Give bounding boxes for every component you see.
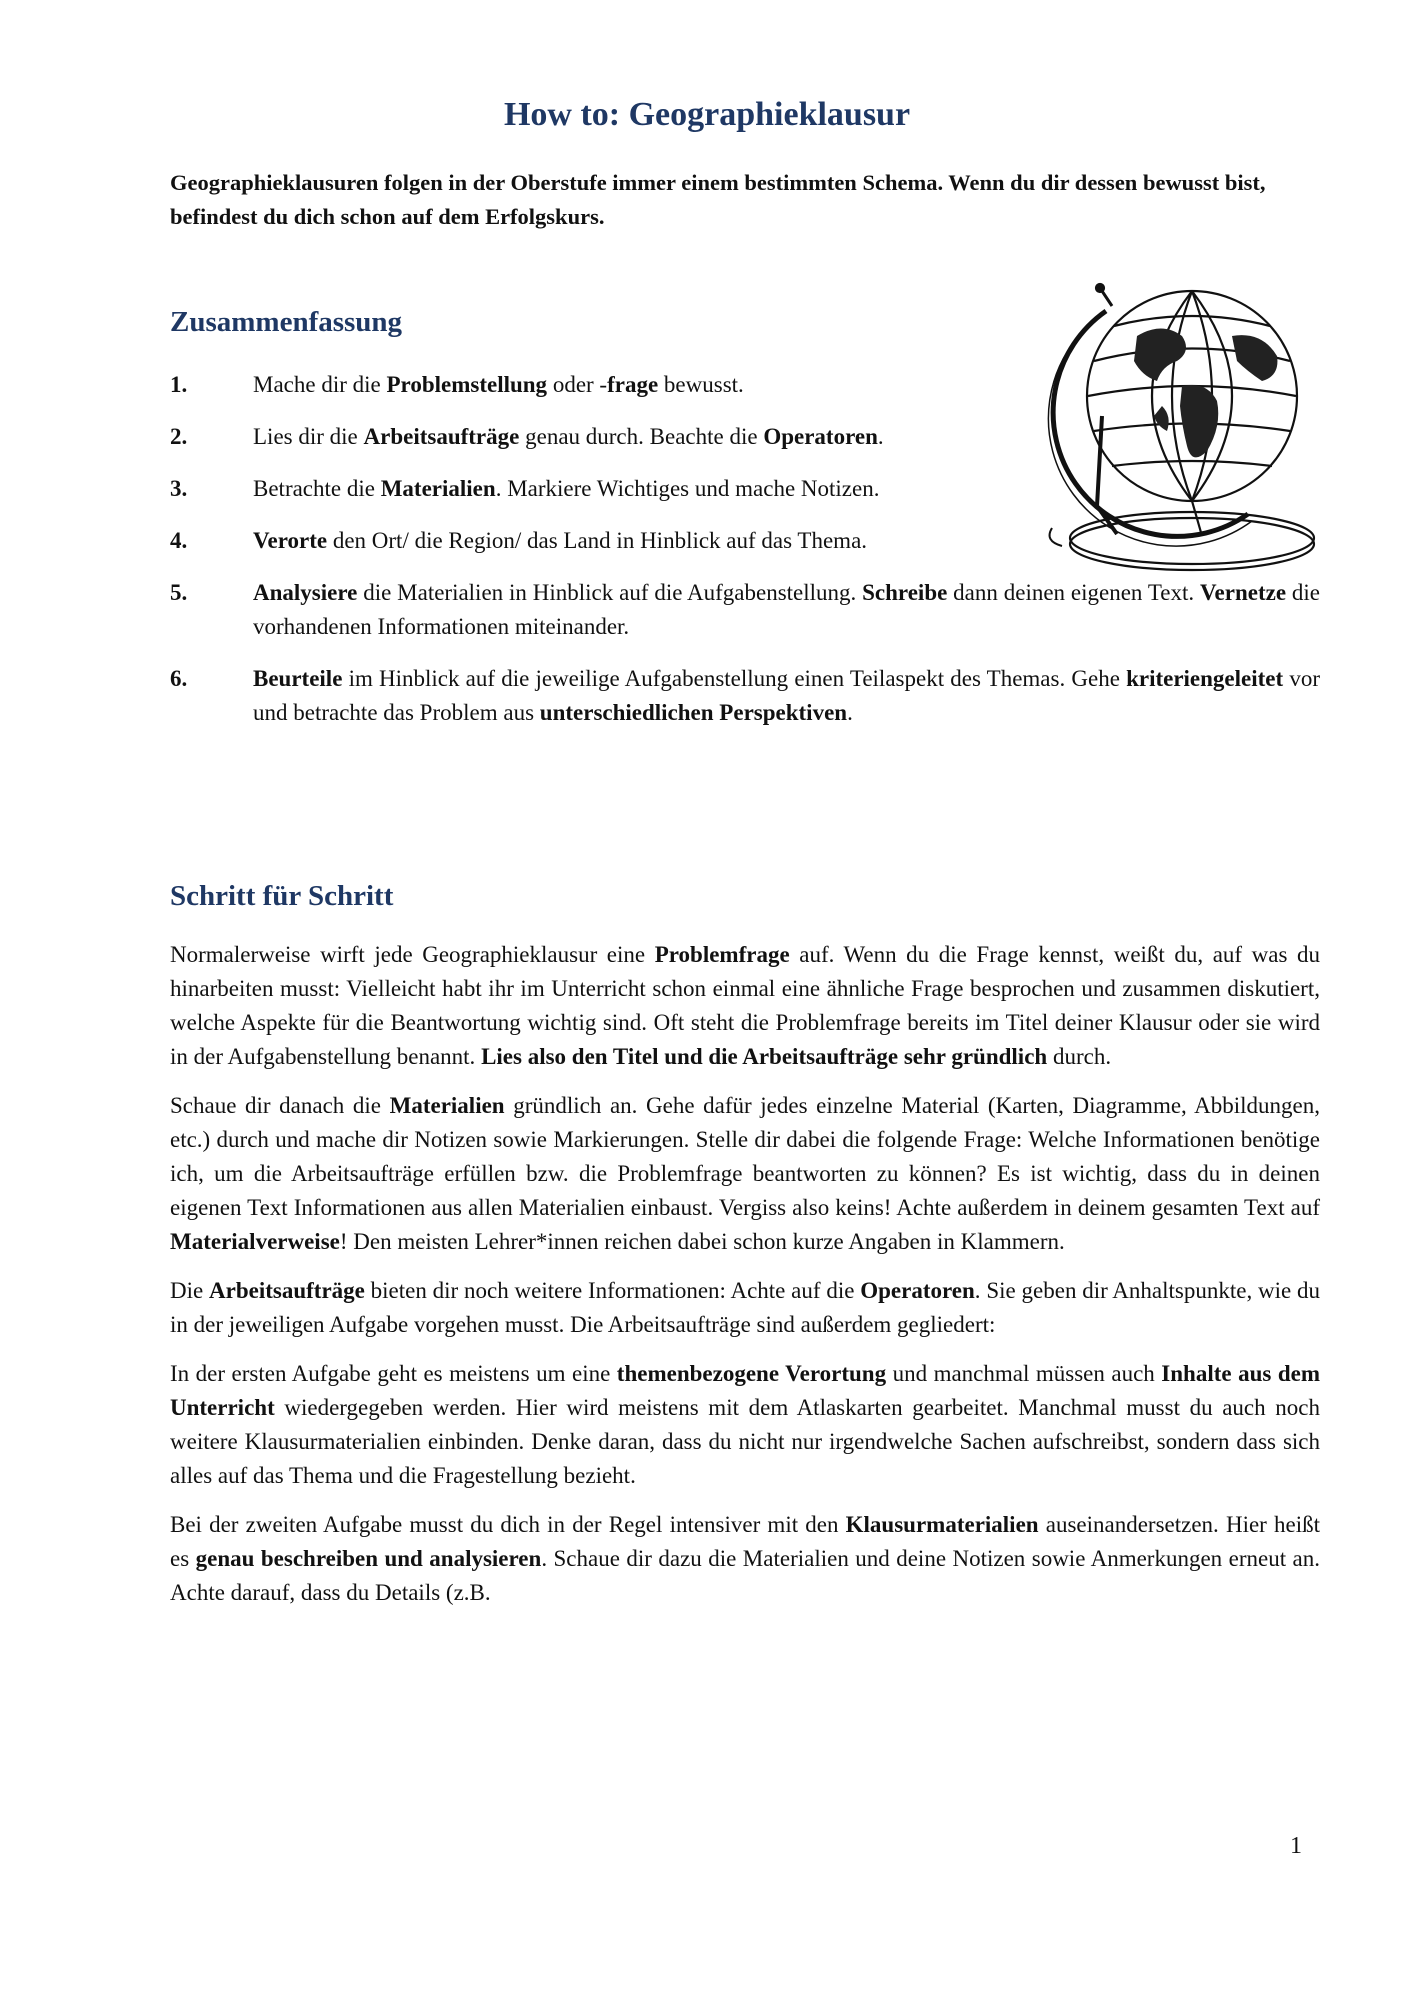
bold-text: frage <box>607 372 659 397</box>
text-run: die vorhandenen Informationen miteinander. <box>253 580 1320 639</box>
globe-icon <box>1042 266 1326 578</box>
bold-text: unterschiedlichen Perspektiven <box>539 700 848 725</box>
text-run: auseinandersetzen. Hier heißt es <box>170 1512 1320 1571</box>
summary-item-text <box>253 420 1022 454</box>
summary-item <box>170 420 1022 454</box>
summary-item-text <box>253 524 1022 558</box>
summary-item <box>170 662 1320 730</box>
bold-text: kriteriengeleitet <box>1126 666 1284 691</box>
bold-text: Operatoren <box>763 424 878 449</box>
text-run: bewusst. <box>658 372 744 397</box>
page-title: How to: Geographieklausur <box>503 96 911 133</box>
bold-text: Klausurmaterialien <box>845 1512 1039 1537</box>
text-run: die Materialien in Hinblick auf die Aufgabenstellung. <box>357 580 863 605</box>
summary-item-number: 3. <box>170 476 188 501</box>
bold-text: Verorte <box>253 528 328 553</box>
bold-text: Vernetze <box>1200 580 1287 605</box>
summary-item <box>170 472 1022 506</box>
text-run: . Schaue dir dazu die Materialien und deine Notizen sowie Anmerkungen erneut an. Achte darauf, dass du Details (z.B. <box>170 1546 1320 1605</box>
steps-body <box>170 938 1320 1625</box>
bold-text: Materialverweise <box>170 1229 340 1254</box>
text-run: Lies dir die <box>253 424 364 449</box>
bold-text: Lies also den Titel und die Arbeitsaufträge sehr gründlich <box>481 1044 1048 1069</box>
text-run: Die <box>170 1278 210 1303</box>
summary-item-text <box>253 576 1320 644</box>
text-run: Schaue dir danach die <box>170 1093 390 1118</box>
body-paragraph <box>170 1089 1320 1259</box>
text-run: oder - <box>547 372 608 397</box>
page-number: 1 <box>1290 1833 1302 1859</box>
summary-item <box>170 368 1022 402</box>
summary-item-text <box>253 472 1022 506</box>
body-paragraph <box>170 1508 1320 1610</box>
text-run: Bei der zweiten Aufgabe musst du dich in der Regel intensiver mit den <box>170 1512 846 1537</box>
summary-item-number: 4. <box>170 528 188 553</box>
text-run: Mache dir die <box>253 372 387 397</box>
text-run: . Sie geben dir Anhaltspunkte, wie du in der jeweiligen Aufgabe vorgehen musst. Die Arbeitsaufträge sind außerdem gegliedert: <box>170 1278 1321 1337</box>
text-run: durch. <box>1047 1044 1112 1069</box>
text-run: Normalerweise wirft jede Geographieklausur eine <box>170 942 655 967</box>
summary-item-text <box>253 662 1320 730</box>
text-run: wiedergegeben werden. Hier wird meistens mit dem Atlaskarten gearbeitet. Manchmal musst du auch noch weitere Klausurmaterialien einbinden. Denke daran, dass du nicht nur irgendwelche Sachen aufschreibst, sondern dass sich alles auf das Thema und die Fragestellung bezieht. <box>170 1395 1320 1488</box>
text-run: genau durch. Beachte die <box>519 424 764 449</box>
bold-text: Arbeitsaufträge <box>209 1278 365 1303</box>
body-paragraph <box>170 1357 1320 1493</box>
bold-text: Operatoren <box>860 1278 975 1303</box>
body-paragraph <box>170 938 1320 1074</box>
text-run: In der ersten Aufgabe geht es meistens um eine <box>170 1361 617 1386</box>
text-run: auf. Wenn du die Frage kennst, weißt du, auf was du hinarbeiten musst: Vielleicht habt ihr im Unterricht schon einmal eine ähnliche Frage besprochen und zusammen diskutiert, welche Aspekte für die Beantwortung wichtig sind. Oft steht die Problemfrage bereits im Titel deiner Klausur oder sie wird in der Aufgabenstellung benannt. <box>170 942 1321 1069</box>
steps-heading: Schritt für Schritt <box>170 880 394 912</box>
text-run: dann deinen eigenen Text. <box>947 580 1201 605</box>
intro-text: Geographieklausuren folgen in der Oberstufe immer einem bestimmten Schema. Wenn du dir dessen bewusst bist, befindest du dich schon auf dem Erfolgskurs. <box>170 170 1266 229</box>
text-run: im Hinblick auf die jeweilige Aufgabenstellung einen Teilaspekt des Themas. Gehe <box>342 666 1127 691</box>
bold-text: Arbeitsaufträge <box>363 424 520 449</box>
summary-heading: Zusammenfassung <box>170 306 403 338</box>
text-run: bieten dir noch weitere Informationen: Achte auf die <box>364 1278 861 1303</box>
summary-item-number: 5. <box>170 580 188 605</box>
body-paragraph <box>170 1274 1320 1342</box>
text-run: gründlich an. Gehe dafür jedes einzelne Material (Karten, Diagramme, Abbildungen, etc.) durch und mache dir Notizen sowie Markierungen. Stelle dir dabei die folgende Frage: Welche Informationen benötige ich, um die Arbeitsaufträge erfüllen bzw. die Problemfrage beantworten zu können? Es ist wichtig, dass du in deinen eigenen Text Informationen aus allen Materialien einbaust. Vergiss also keins! Achte außerdem in deinem gesamten Text auf <box>170 1093 1320 1220</box>
text-run: . Markiere Wichtiges und mache Notizen. <box>495 476 880 501</box>
bold-text: Materialien <box>389 1093 505 1118</box>
bold-text: themenbezogene Verortung <box>616 1361 887 1386</box>
summary-item-text <box>253 368 1022 402</box>
bold-text: Beurteile <box>253 666 343 691</box>
text-run: . <box>877 424 884 449</box>
text-run: vor und betrachte das Problem aus <box>253 666 1320 725</box>
bold-text: Materialien <box>380 476 496 501</box>
text-run: ! Den meisten Lehrer*innen reichen dabei schon kurze Angaben in Klammern. <box>339 1229 1065 1254</box>
text-run: und manchmal müssen auch <box>886 1361 1162 1386</box>
bold-text: Analysiere <box>253 580 358 605</box>
summary-item-number: 2. <box>170 424 188 449</box>
summary-item-number: 6. <box>170 666 188 691</box>
summary-item <box>170 524 1022 558</box>
summary-item-number: 1. <box>170 372 188 397</box>
text-run: den Ort/ die Region/ das Land in Hinblick auf das Thema. <box>327 528 868 553</box>
summary-item <box>170 576 1320 644</box>
text-run: . <box>847 700 853 725</box>
text-run: Betrachte die <box>253 476 381 501</box>
bold-text: Problemfrage <box>654 942 790 967</box>
bold-text: Inhalte aus dem Unterricht <box>170 1361 1320 1420</box>
bold-text: Schreibe <box>862 580 948 605</box>
bold-text: Problemstellung <box>386 372 548 397</box>
bold-text: genau beschreiben und analysieren <box>195 1546 542 1571</box>
